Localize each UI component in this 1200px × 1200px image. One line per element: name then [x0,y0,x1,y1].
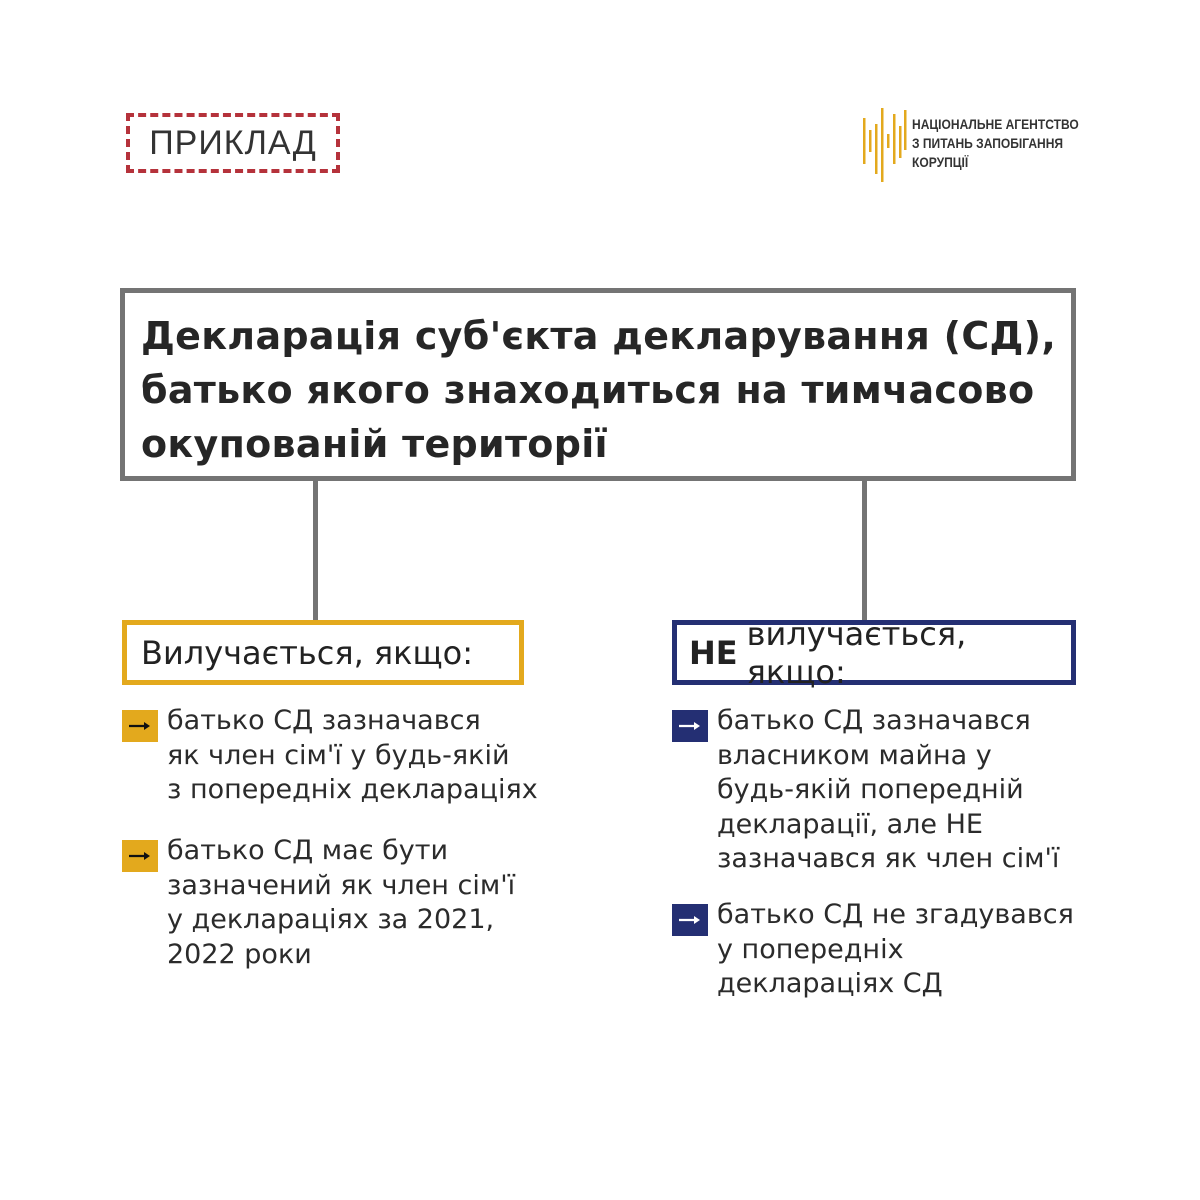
main-title-line: Декларація суб'єкта декларування (СД), [141,314,1057,358]
organization-logo [860,108,1090,182]
organization-name-line: НАЦІОНАЛЬНЕ АГЕНТСТВО [912,116,1079,132]
main-title-box [120,288,1076,481]
main-title [141,309,1057,471]
organization-name-line: З ПИТАНЬ ЗАПОБІГАННЯ [912,135,1064,151]
organization-name [912,115,1079,172]
arrow-right-icon [122,710,158,742]
list-item-text: батько СД має бути зазначений як член сім'ї у деклараціях за 2021, 2022 роки [167,835,516,970]
list-item-text: батько СД не згадувався у попередніх деклараціях СД [717,899,1074,999]
example-tag [126,113,340,173]
arrow-right-icon [122,840,158,872]
list-item-text: батько СД зазначався власником майна у будь-якій попередній декларації, але НЕ зазначався як член сім'ї [717,705,1060,874]
example-tag-label: ПРИКЛАД [149,123,317,162]
connector-line-left [313,481,318,621]
category-label: вилучається, якщо: [746,614,967,691]
main-title-line: окупованій території [141,422,608,466]
category-emphasis: НЕ [689,633,738,672]
logo-emblem-icon [860,108,908,182]
arrow-right-icon [672,904,708,936]
category-excluded-box [122,620,524,685]
category-label: Вилучається, якщо: [141,633,473,672]
main-title-line: батько якого знаходиться на тимчасово [141,368,1035,412]
list-item-text: батько СД зазначався як член сім'ї у будь-якій з попередніх деклараціях [167,705,538,805]
arrow-right-icon [672,710,708,742]
connector-line-right [862,481,867,621]
organization-name-line: КОРУПЦІЇ [912,154,969,170]
category-not-excluded-box [672,614,1076,691]
